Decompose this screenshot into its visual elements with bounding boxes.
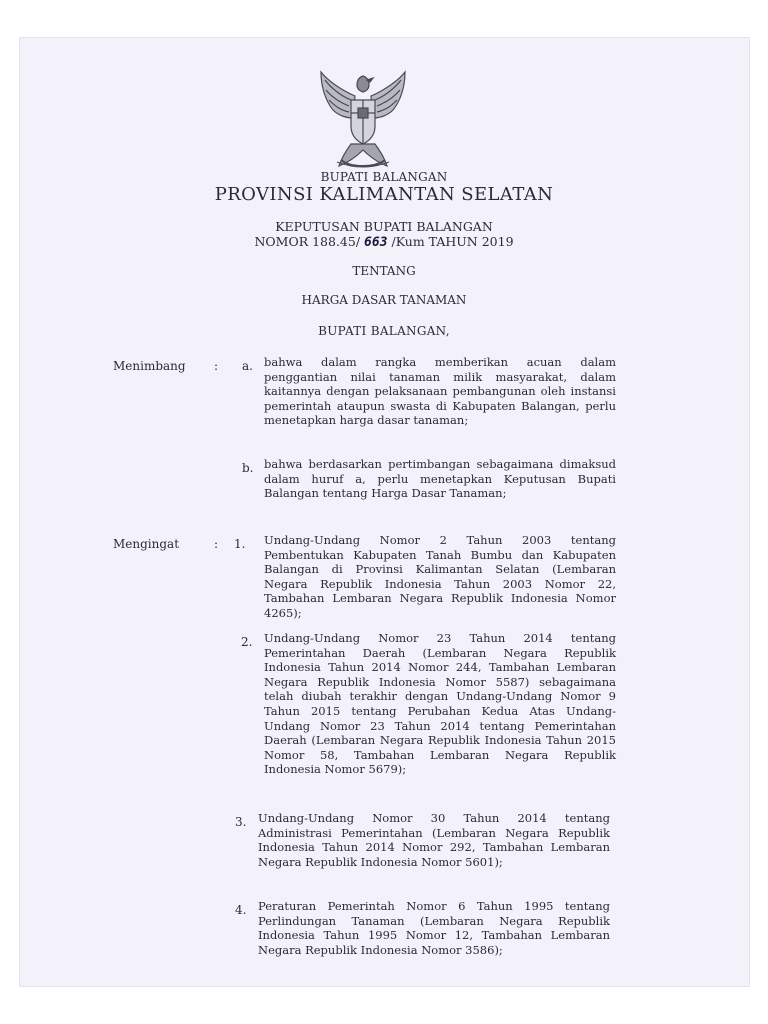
decree-number-handwritten: 663 [364, 235, 388, 250]
menimbang-item-b: bahwa berdasarkan pertimbangan sebagaimana dimaksud dalam huruf a, perlu menetapkan Keputusan Bupati Balangan tentang Harga Dasar Tanaman; [264, 457, 616, 501]
issuing-office: BUPATI BALANGAN [320, 170, 448, 184]
decree-number-suffix: /Kum TAHUN 2019 [391, 234, 514, 249]
decree-subject: HARGA DASAR TANAMAN [301, 293, 467, 307]
mengingat-item-4: Peraturan Pemerintah Nomor 6 Tahun 1995 tentang Perlindungan Tanaman (Lembaran Negara Republik Indonesia Tahun 1995 Nomor 12, Tambahan Lembaran Negara Republik Indonesia Nomor 3586); [258, 899, 610, 957]
mengingat-item-1-mark: 1. [234, 537, 246, 551]
menimbang-item-b-mark: b. [242, 461, 254, 475]
menimbang-colon: : [214, 359, 219, 373]
mengingat-item-4-mark: 4. [235, 903, 247, 917]
mengingat-item-3-mark: 3. [235, 815, 247, 829]
mengingat-colon: : [214, 537, 219, 551]
tentang-heading: TENTANG [352, 264, 416, 278]
decree-number [0, 234, 768, 250]
decree-title: KEPUTUSAN BUPATI BALANGAN [275, 219, 493, 234]
mengingat-item-2-mark: 2. [241, 635, 253, 649]
garuda-emblem-icon [311, 70, 415, 172]
menimbang-label: Menimbang [113, 359, 186, 373]
province-heading: PROVINSI KALIMANTAN SELATAN [214, 184, 554, 205]
mengingat-item-3: Undang-Undang Nomor 30 Tahun 2014 tentang Administrasi Pemerintahan (Lembaran Negara Republik Indonesia Tahun 2014 Nomor 292, Tambahan Lembaran Negara Republik Indonesia Nomor 5601); [258, 811, 610, 869]
menimbang-item-a-mark: a. [242, 359, 253, 373]
mengingat-item-2: Undang-Undang Nomor 23 Tahun 2014 tentang Pemerintahan Daerah (Lembaran Negara Republik Indonesia Tahun 2014 Nomor 244, Tambahan Lembaran Negara Republik Indonesia Nomor 5587) sebagaimana telah diubah terakhir dengan Undang-Undang Nomor 9 Tahun 2015 tentang Perubahan Kedua Atas Undang-Undang Nomor 23 Tahun 2014 tentang Pemerintahan Daerah (Lembaran Negara Republik Indonesia Tahun 2015 Nomor 58, Tambahan Lembaran Negara Republik Indonesia Nomor 5679); [264, 631, 616, 777]
decree-number-prefix: NOMOR 188.45/ [254, 234, 361, 249]
authority-heading: BUPATI BALANGAN, [318, 324, 450, 338]
menimbang-item-a: bahwa dalam rangka memberikan acuan dalam penggantian nilai tanaman milik masyarakat, dalam kaitannya dengan pelaksanaan pembangunan oleh instansi pemerintah ataupun swasta di Kabupaten Balangan, perlu menetapkan harga dasar tanaman; [264, 355, 616, 428]
mengingat-label: Mengingat [113, 537, 180, 551]
mengingat-item-1: Undang-Undang Nomor 2 Tahun 2003 tentang Pembentukan Kabupaten Tanah Bumbu dan Kabupaten Balangan di Provinsi Kalimantan Selatan (Lembaran Negara Republik Indonesia Tahun 2003 Nomor 22, Tambahan Lembaran Negara Republik Indonesia Nomor 4265); [264, 533, 616, 620]
